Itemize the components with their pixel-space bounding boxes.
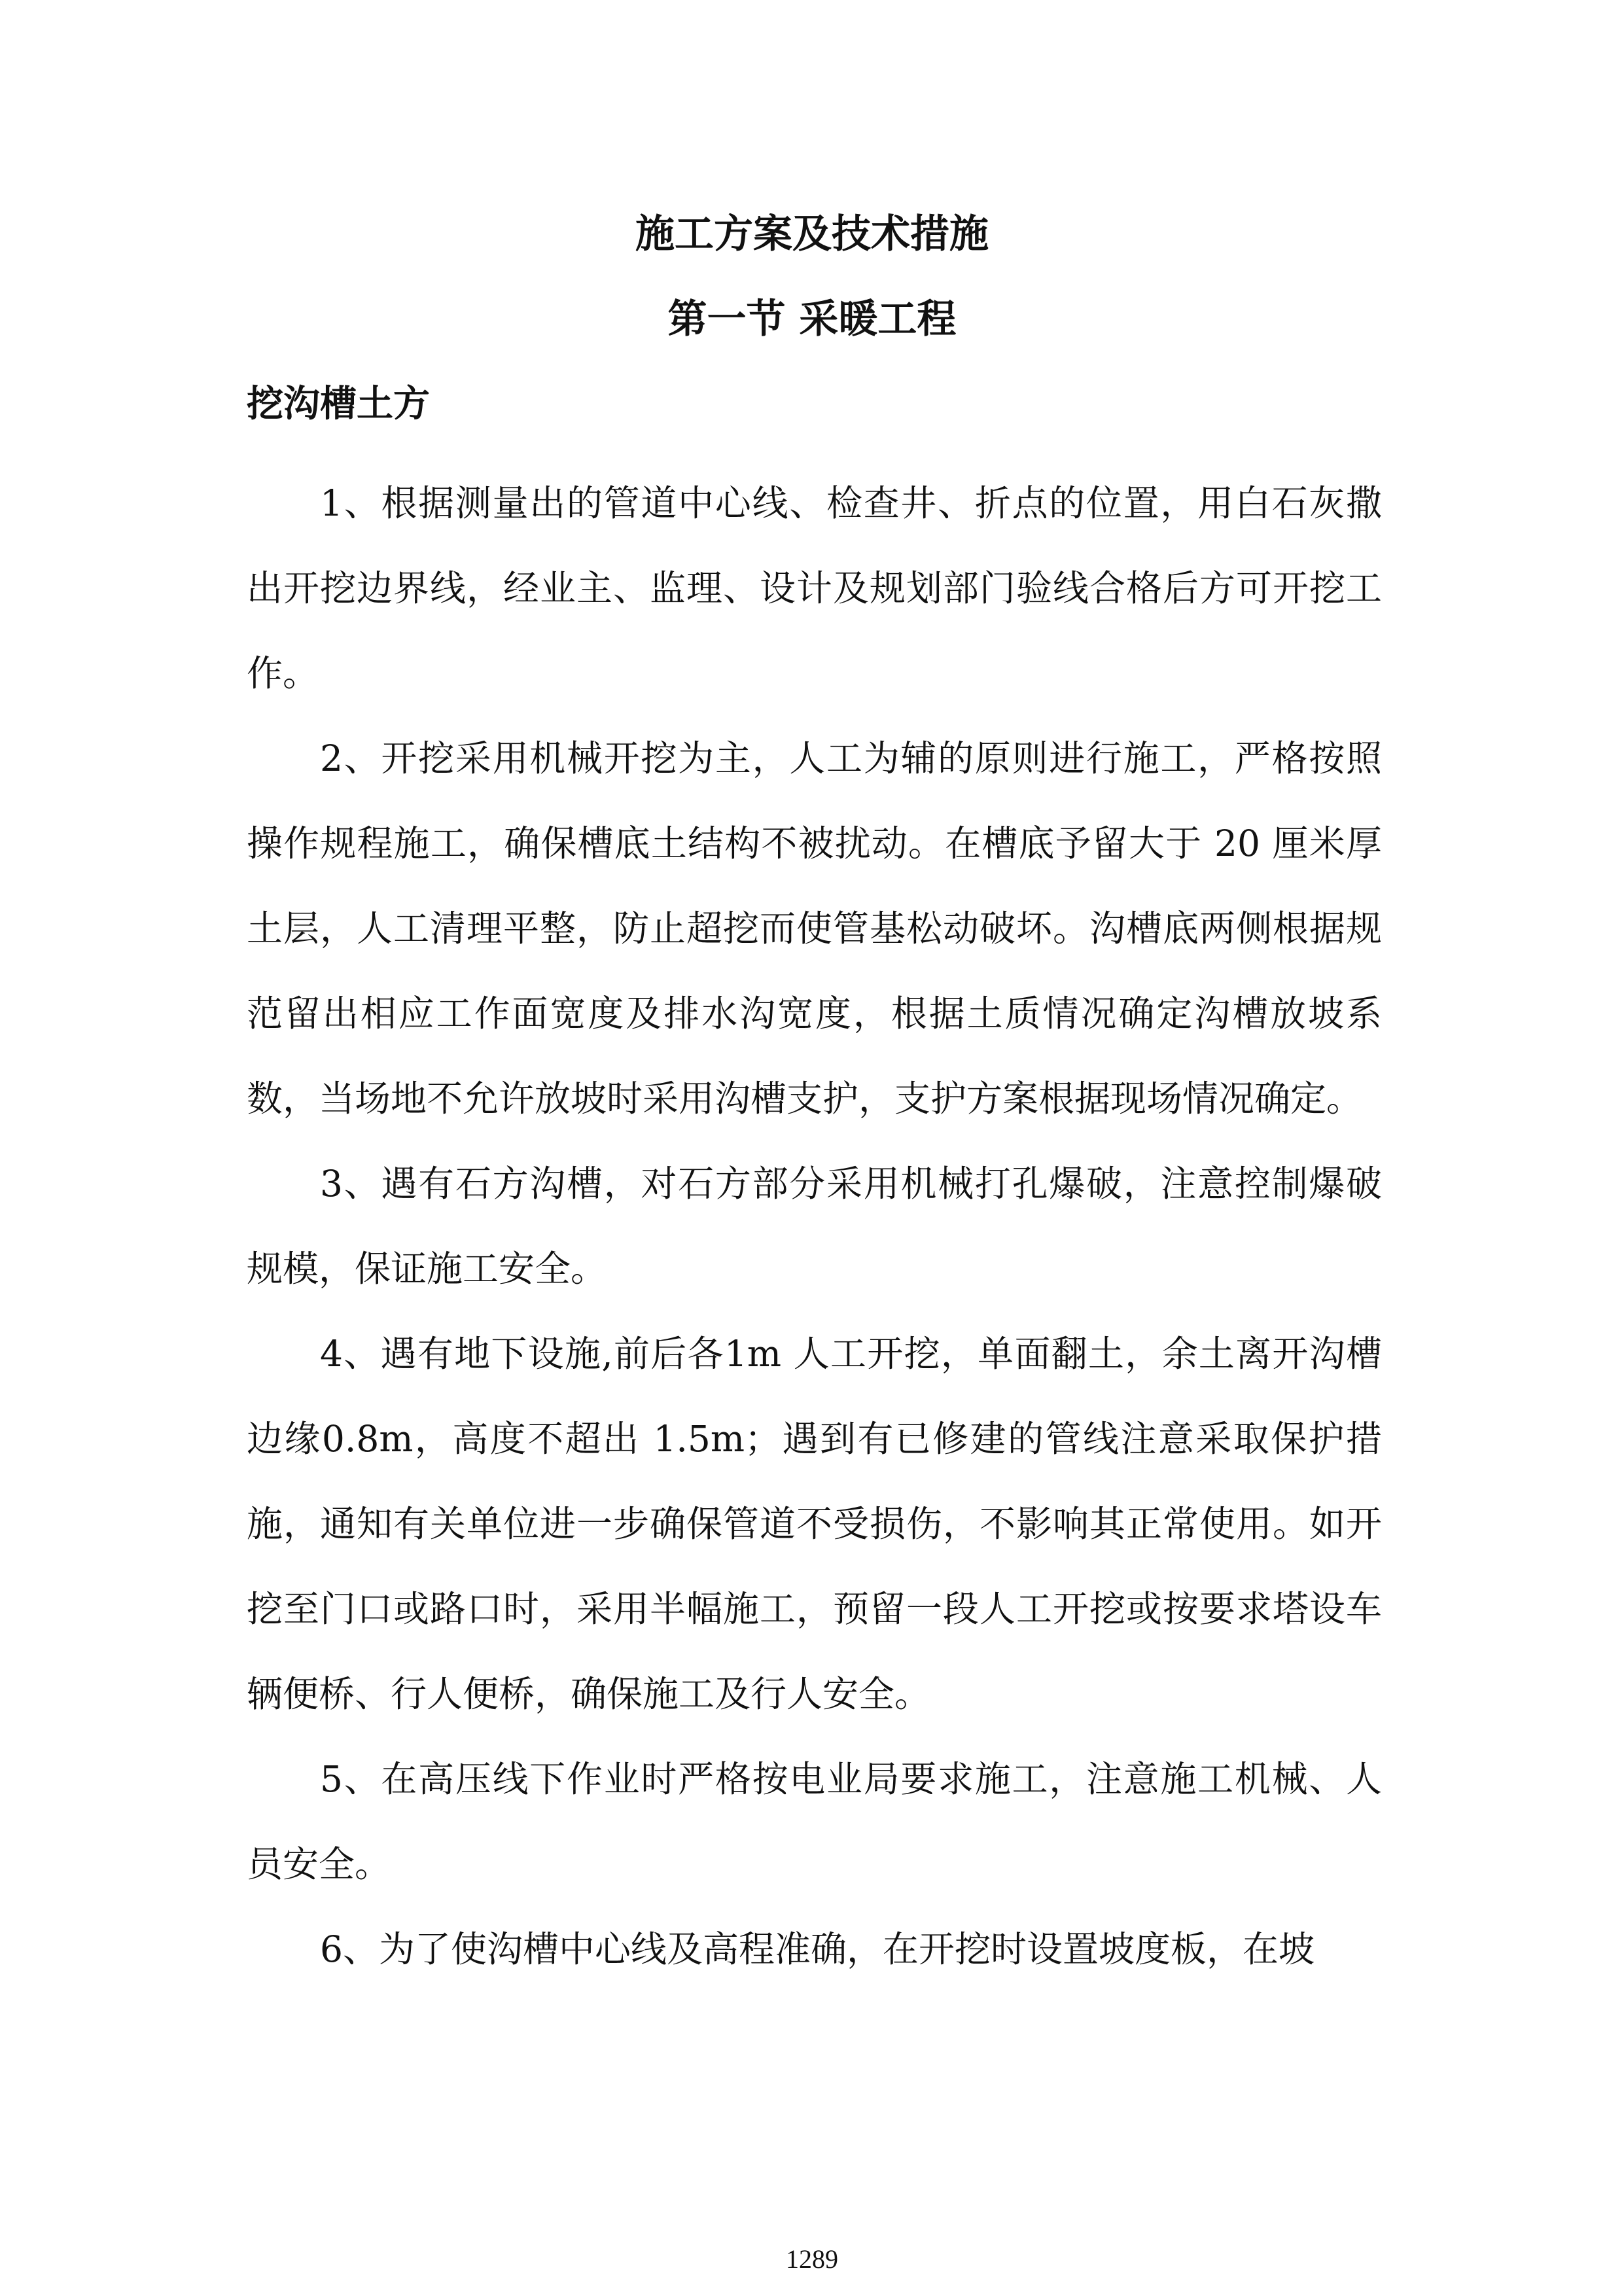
- subheading: 挖沟槽土方: [247, 383, 430, 425]
- paragraph-3: 3、遇有石方沟槽，对石方部分采用机械打孔爆破，注意控制爆破规模，保证施工安全。: [247, 1163, 1382, 1290]
- section-title: 第一节 采暖工程: [667, 296, 957, 342]
- paragraph-4: 4、遇有地下设施,前后各1m 人工开挖，单面翻土，余土离开沟槽边缘0.8m，高度不超出 1.5m；遇到有已修建的管线注意采取保护措施，通知有关单位进一步确保管道不受损伤，不影响其正常使用。如开挖至门口或路口时，采用半幅施工，预留一段人工开挖或按要求塔设车辆便桥、行人便桥，确保施工及行人安全。: [247, 1333, 1382, 1715]
- document-body: [247, 461, 1382, 1992]
- document-title: 施工方案及技术措施: [635, 211, 989, 257]
- paragraph-6: 6、为了使沟槽中心线及高程准确，在开挖时设置坡度板，在坡: [320, 1928, 1315, 1970]
- paragraph-1: 1、根据测量出的管道中心线、检查井、折点的位置，用白石灰撒出开挖边界线，经业主、监理、设计及规划部门验线合格后方可开挖工作。: [247, 482, 1382, 694]
- page-number: 1289: [786, 2244, 838, 2274]
- paragraph-5: 5、在高压线下作业时严格按电业局要求施工，注意施工机械、人员安全。: [247, 1758, 1382, 1885]
- paragraph-2: 2、开挖采用机械开挖为主，人工为辅的原则进行施工，严格按照操作规程施工，确保槽底土结构不被扰动。在槽底予留大于 20 厘米厚土层，人工清理平整，防止超挖而使管基松动破坏。沟槽底两侧根据规范留出相应工作面宽度及排水沟宽度，根据土质情况确定沟槽放坡系数，当场地不允许放坡时采用沟槽支护，支护方案根据现场情况确定。: [247, 737, 1382, 1120]
